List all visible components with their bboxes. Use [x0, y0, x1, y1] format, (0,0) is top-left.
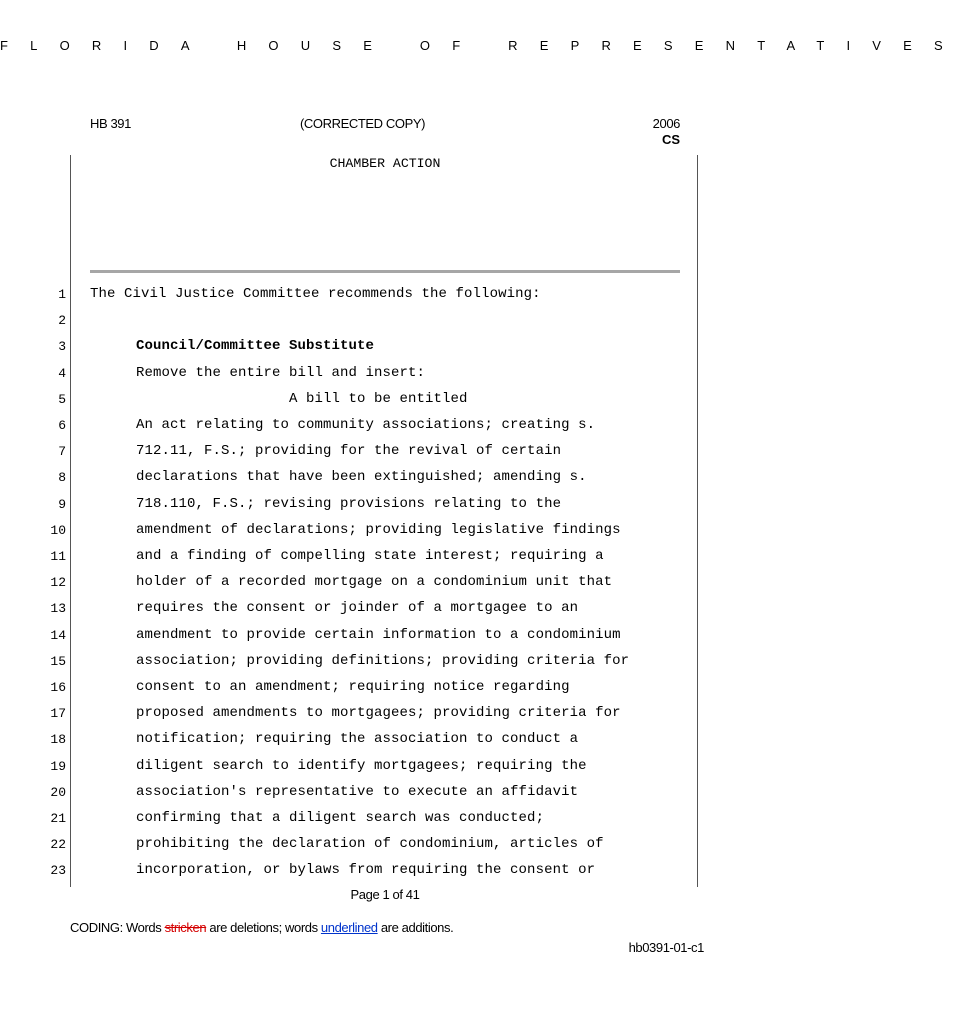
- line-number: 23: [50, 863, 66, 879]
- line-number: 4: [58, 365, 66, 381]
- line-number: 20: [50, 784, 66, 800]
- chamber-banner: FLORIDA HOUSE OF REPRESENTATIVES: [0, 38, 965, 53]
- left-margin-rule: [70, 155, 71, 887]
- bill-line-text: A bill to be entitled: [289, 390, 468, 407]
- bill-line-text: holder of a recorded mortgage on a condominium unit that: [136, 574, 613, 591]
- line-number: 17: [50, 706, 66, 722]
- bill-line-text: prohibiting the declaration of condominium, articles of: [136, 836, 604, 853]
- bill-line-text: amendment to provide certain information to a condominium: [136, 626, 621, 643]
- bill-line-text: confirming that a diligent search was conducted;: [136, 810, 545, 826]
- line-number: 3: [58, 339, 66, 355]
- line-number: 21: [50, 811, 66, 826]
- document-code: hb0391-01-c1: [628, 940, 704, 955]
- line-number: 18: [50, 732, 66, 748]
- line-number: 8: [58, 470, 66, 486]
- line-number: 6: [58, 418, 66, 433]
- bill-line-text: declarations that have been extinguished; amending s.: [136, 469, 587, 486]
- coding-suffix: are additions.: [377, 920, 454, 935]
- bill-line-text: proposed amendments to mortgagees; providing criteria for: [136, 705, 621, 722]
- bill-line-text: diligent search to identify mortgagees; requiring the: [136, 757, 587, 774]
- bill-line-text: association's representative to execute an affidavit: [136, 783, 579, 800]
- bill-line-text: incorporation, or bylaws from requiring the consent or: [136, 862, 596, 879]
- bill-line-text: and a finding of compelling state interest; requiring a: [136, 548, 604, 564]
- line-number: 14: [50, 627, 66, 643]
- bill-line-text: association; providing definitions; providing criteria for: [136, 652, 630, 669]
- line-number: 22: [50, 837, 66, 853]
- bill-line-text: Council/Committee Substitute: [136, 338, 375, 355]
- chamber-action-divider: [90, 270, 680, 273]
- bill-number: HB 391: [90, 116, 131, 131]
- bill-version: CS: [661, 132, 680, 147]
- line-number: 13: [50, 601, 66, 617]
- bill-line-text: An act relating to community associations; creating s.: [136, 417, 596, 433]
- line-number: 9: [58, 496, 66, 512]
- line-number: 15: [50, 653, 66, 669]
- line-number: 2: [58, 313, 66, 329]
- line-number: 16: [50, 680, 66, 695]
- line-number: 1: [58, 287, 66, 302]
- page-number: Page 1 of 41: [350, 887, 420, 902]
- line-number: 5: [58, 391, 66, 407]
- line-number: 10: [50, 522, 66, 538]
- bill-line-text: amendment of declarations; providing legislative findings: [136, 521, 621, 538]
- line-number: 7: [58, 444, 66, 460]
- line-number: 11: [50, 549, 66, 564]
- session-year: 2006: [652, 116, 680, 131]
- bill-line-text: The Civil Justice Committee recommends the following:: [90, 286, 541, 302]
- coding-stricken-example: stricken: [164, 920, 207, 935]
- chamber-action-heading: CHAMBER ACTION: [329, 156, 441, 171]
- bill-line-text: requires the consent or joinder of a mortgagee to an: [136, 600, 579, 617]
- coding-middle: are deletions; words: [206, 920, 321, 935]
- bill-line-text: notification; requiring the association to conduct a: [136, 731, 579, 748]
- bill-line-text: Remove the entire bill and insert:: [136, 364, 426, 381]
- corrected-copy-label: (CORRECTED COPY): [300, 116, 426, 131]
- coding-prefix: CODING: Words: [70, 920, 165, 935]
- line-number: 19: [50, 758, 66, 774]
- coding-underlined-example: underlined: [320, 920, 378, 935]
- bill-line-text: 718.110, F.S.; revising provisions relating to the: [136, 495, 562, 512]
- coding-legend: [70, 920, 453, 935]
- line-number: 12: [50, 575, 66, 591]
- bill-line-text: 712.11, F.S.; providing for the revival of certain: [136, 443, 562, 460]
- right-margin-rule: [697, 155, 698, 887]
- bill-line-text: consent to an amendment; requiring notice regarding: [136, 679, 570, 695]
